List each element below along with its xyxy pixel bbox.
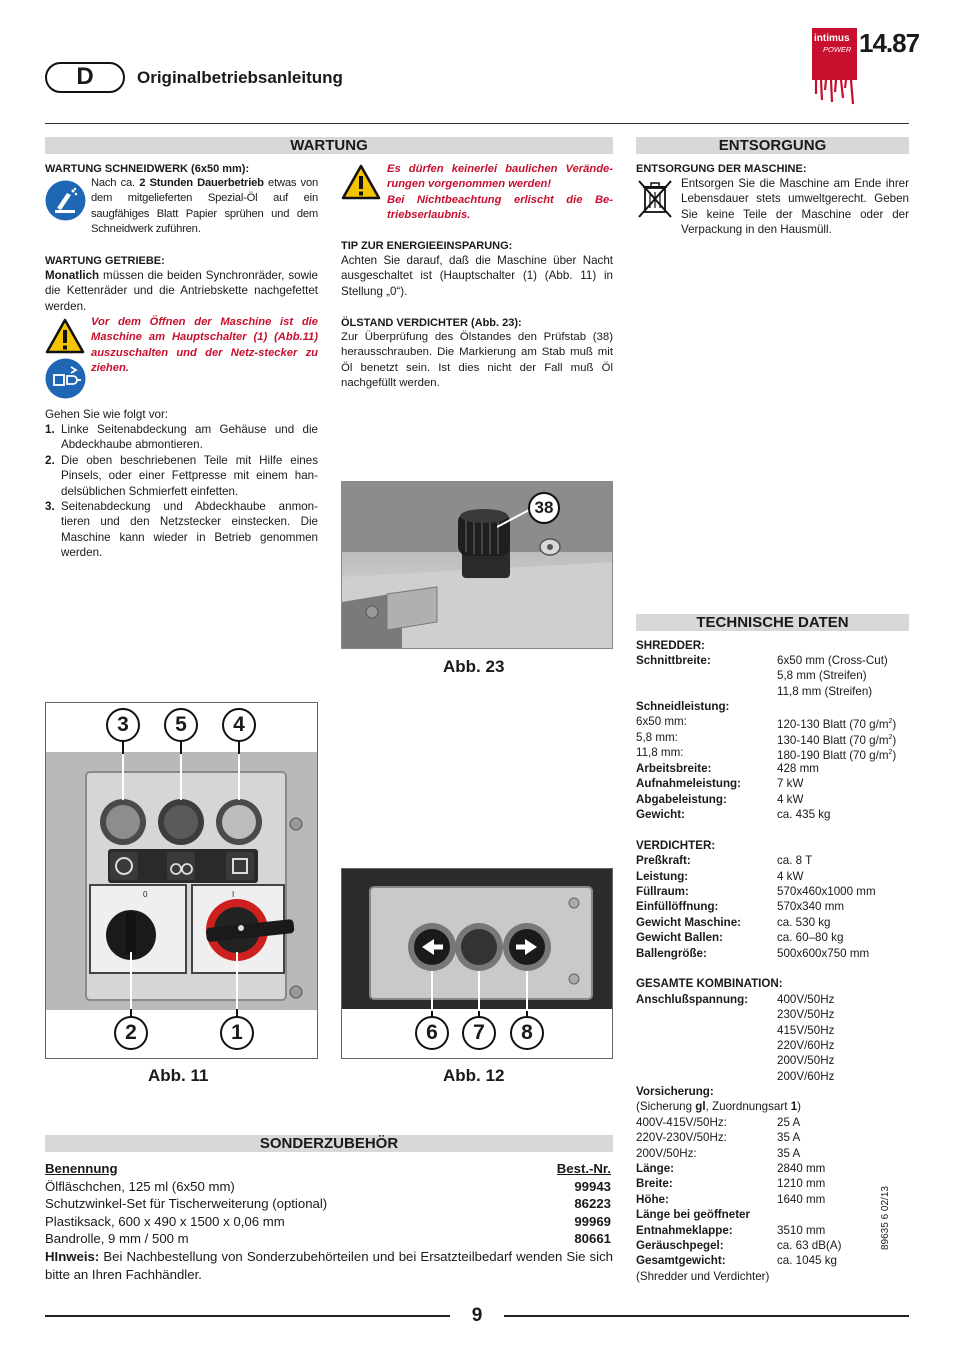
figure-abb12-photo <box>342 869 612 1009</box>
oil-spray-icon <box>45 180 86 221</box>
table-row: Ölfläschchen, 125 ml (6x50 mm) 99943 <box>45 1178 611 1194</box>
accessories-table <box>45 1160 613 1283</box>
step-item: 1. Linke Seitenabdeckung am Gehäuse und die Abdeckhaube abmontieren. <box>45 423 318 452</box>
tip-title: TIP ZUR ENERGIEEINSPARUNG: <box>341 240 513 252</box>
getriebe-text: Monatlich müssen die beiden Synchronräder, sowie die Kettenräder und die Antriebskette nachgefettet werden. <box>45 269 318 313</box>
brand-logo <box>812 28 857 106</box>
unplug-icon <box>45 358 86 399</box>
figure-abb11-photo <box>46 752 317 1010</box>
figure-caption-abb23: Abb. 23 <box>443 657 505 676</box>
model-number: 14.87 <box>859 28 920 58</box>
callout-2: 2 <box>114 1016 148 1050</box>
step-item: 3. Seitenabdeckung und Abdeckhaube anmon-tieren und den Netzstecker einstecken. Die Maschine kann wieder in Betrieb genommen werden. <box>45 500 318 560</box>
getriebe-title: WARTUNG GETRIEBE: <box>45 255 165 267</box>
entsorgung-text: Entsorgen Sie die Maschine am Ende ihrer Lebensdauer stets umweltgerecht. Geben Sie keine Teile der Maschine oder der Verpackung in den Hausmüll. <box>681 177 909 237</box>
section-heading-technische-daten: TECHNISCHE DATEN <box>636 614 909 631</box>
page-title: Originalbetriebsanleitung <box>137 68 343 87</box>
callout-7: 7 <box>462 1016 496 1050</box>
section-heading-entsorgung: ENTSORGUNG <box>636 137 909 154</box>
step-item: 2. Die oben beschriebenen Teile mit Hilfe eines Pinsels, oder einer Fettpresse mit einem han-delsüblichen Schmierfett einfetten. <box>45 453 318 498</box>
language-badge <box>45 62 125 93</box>
steps-intro: Gehen Sie wie folgt vor: <box>45 408 169 421</box>
callout-4: 4 <box>222 708 256 742</box>
table-row: Plastiksack, 600 x 490 x 1500 x 0,06 mm 99969 <box>45 1213 611 1229</box>
accessories-header-row <box>45 1160 613 1178</box>
warning-text-open-machine: Vor dem Öffnen der Maschine ist die Maschine am Hauptschalter (1) (Abb.11) auszuschalten und der Netz-stecker zu ziehen. <box>91 316 318 375</box>
entsorgung-title: ENTSORGUNG DER MASCHINE: <box>636 163 807 175</box>
callout-line <box>497 508 532 528</box>
page-number: 9 <box>471 1305 483 1326</box>
warning-triangle-icon <box>341 164 381 200</box>
oelstand-title: ÖLSTAND VERDICHTER (Abb. 23): <box>341 317 522 329</box>
callout-8: 8 <box>510 1016 544 1050</box>
warning-no-modifications: Es dürfen keinerlei baulichen Verände-rungen vorgenommen werden! Bei Nichtbeachtung erlischt die Be-triebserlaubnis. <box>387 163 613 222</box>
schneidwerk-text: Nach ca. 2 Stunden Dauerbetrieb etwas von dem mitgelieferten Spezial-Öl auf ein saugfähiges Blatt Papier sprühen und dem Schneidwerk zuführen. <box>91 177 318 236</box>
switch-label-0: 0 <box>143 890 148 899</box>
table-row: Schutzwinkel-Set für Tischerweiterung (optional) 86223 <box>45 1196 611 1212</box>
footer-rule-right <box>504 1315 909 1317</box>
language-letter: D <box>76 63 94 90</box>
warning-triangle-icon <box>45 318 85 354</box>
column-header-benennung: Benennung <box>45 1161 118 1176</box>
column-header-bestnr: Best.-Nr. <box>556 1161 611 1176</box>
tip-text: Achten Sie darauf, daß die Maschine über Nacht ausgeschaltet ist (Hauptschalter (1) (Abb. 11) in Stellung „0“). <box>341 254 613 298</box>
callout-3: 3 <box>106 708 140 742</box>
oelstand-text: Zur Überprüfung des Ölstandes den Prüfstab (38) herausschrauben. Die Markierung am Stab muß mit Öl benetzt sein. Ist dies nicht der Fall muß Öl nachgefüllt werden. <box>341 331 613 390</box>
brand-subname: POWER <box>823 45 852 54</box>
table-row: Bandrolle, 9 mm / 500 m 80661 <box>45 1231 611 1247</box>
switch-label-1: I <box>232 890 235 899</box>
document-code: 89635 6 02/13 <box>880 1186 891 1250</box>
callout-5: 5 <box>164 708 198 742</box>
callout-6: 6 <box>415 1016 449 1050</box>
section-heading-wartung: WARTUNG <box>45 137 613 154</box>
schneidwerk-title: WARTUNG SCHNEIDWERK (6x50 mm): <box>45 163 250 175</box>
callout-lines <box>46 1008 317 1020</box>
hinweis-text: HInweis: Bei Nachbestellung von Sonderzubehörteilen und bei Ersatzteilbedarf wenden Sie sich bitte an Ihren Fachhändler. <box>45 1248 613 1282</box>
section-heading-sonderzubehoer: SONDERZUBEHÖR <box>45 1135 613 1152</box>
callout-1: 1 <box>220 1016 254 1050</box>
steps-list <box>45 422 318 561</box>
callout-38: 38 <box>528 492 560 524</box>
figure-abb23-photo <box>341 481 613 649</box>
crossed-bin-icon <box>636 178 674 220</box>
footer-rule-left <box>45 1315 450 1317</box>
header-rule <box>45 123 909 124</box>
figure-caption-abb11: Abb. 11 <box>148 1066 209 1085</box>
figure-caption-abb12: Abb. 12 <box>443 1066 505 1085</box>
brand-name: intimus <box>814 33 850 44</box>
